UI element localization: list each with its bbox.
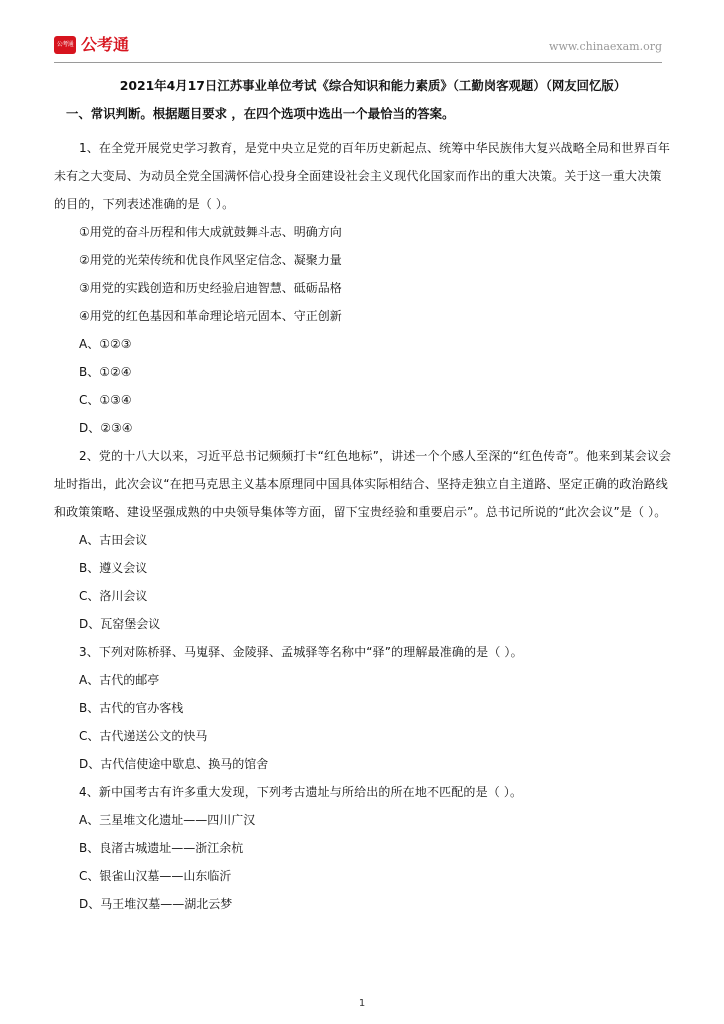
question-stem: 4、新中国考古有许多重大发现，下列考古遗址与所给出的所在地不匹配的是（ ）。 — [79, 785, 523, 799]
option: D、②③④ — [79, 421, 133, 435]
statement: ④用党的红色基因和革命理论培元固本、守正创新 — [79, 309, 342, 323]
page-number: 1 — [358, 998, 366, 1009]
option: D、马王堆汉墓——湖北云梦 — [79, 897, 233, 911]
option: A、古田会议 — [79, 533, 148, 547]
document-body — [54, 76, 672, 918]
statement: ②用党的光荣传统和优良作风坚定信念、凝聚力量 — [79, 253, 342, 267]
question-1 — [54, 134, 672, 442]
page-header — [54, 34, 662, 58]
option: B、古代的官办客栈 — [79, 701, 184, 715]
option: C、银雀山汉墓——山东临沂 — [79, 869, 232, 883]
question-2 — [54, 442, 672, 638]
option: C、古代递送公文的快马 — [79, 729, 208, 743]
option: B、良渚古城遗址——浙江余杭 — [79, 841, 244, 855]
option: D、古代信使途中歇息、换马的馆舍 — [79, 757, 269, 771]
option: A、①②③ — [79, 337, 132, 351]
option: B、遵义会议 — [79, 561, 148, 575]
statement: ①用党的奋斗历程和伟大成就鼓舞斗志、明确方向 — [79, 225, 342, 239]
site-url: www.chinaexam.org — [549, 40, 662, 53]
option: B、①②④ — [79, 365, 132, 379]
option: C、洛川会议 — [79, 589, 148, 603]
question-4 — [54, 778, 672, 918]
option: A、三星堆文化遗址——四川广汉 — [79, 813, 256, 827]
option: D、瓦窑堡会议 — [79, 617, 161, 631]
section-heading: 一、常识判断。根据题目要求 ，在四个选项中选出一个最恰当的答案。 — [66, 106, 455, 121]
statement: ③用党的实践创造和历史经验启迪智慧、砥砺品格 — [79, 281, 342, 295]
option: A、古代的邮亭 — [79, 673, 160, 687]
question-3 — [54, 638, 672, 778]
question-stem: 2、党的十八大以来，习近平总书记频频打卡“红色地标”，讲述一个个感人至深的“红色传奇”。他来到某会议会址时指出，此次会议“在把马克思主义基本原理同中国具体实际相结合、坚持走独立自主道路、坚定正确的政治路线和政策策略、建设坚强成熟的中央领导集体等方面，留下宝贵经验和重要启示”。总书记所说的“此次会议”是（ ）。 — [54, 449, 672, 519]
header-divider — [54, 62, 662, 63]
document-title: 2021年4月17日江苏事业单位考试《综合知识和能力素质》（工勤岗客观题）（网友回忆版） — [119, 78, 627, 93]
logo-text: 公考通 — [81, 35, 130, 54]
question-stem: 3、下列对陈桥驿、马嵬驿、金陵驿、孟城驿等名称中“驿”的理解最准确的是（ ）。 — [79, 645, 523, 659]
logo-badge-icon: 公考通 — [54, 36, 76, 54]
option: C、①③④ — [79, 393, 132, 407]
question-stem: 1、在全党开展党史学习教育，是党中央立足党的百年历史新起点、统筹中华民族伟大复兴战略全局和世界百年未有之大变局、为动员全党全国满怀信心投身全面建设社会主义现代化国家而作出的重大决策。关于这一重大决策的目的，下列表述准确的是（ ）。 — [54, 141, 670, 211]
